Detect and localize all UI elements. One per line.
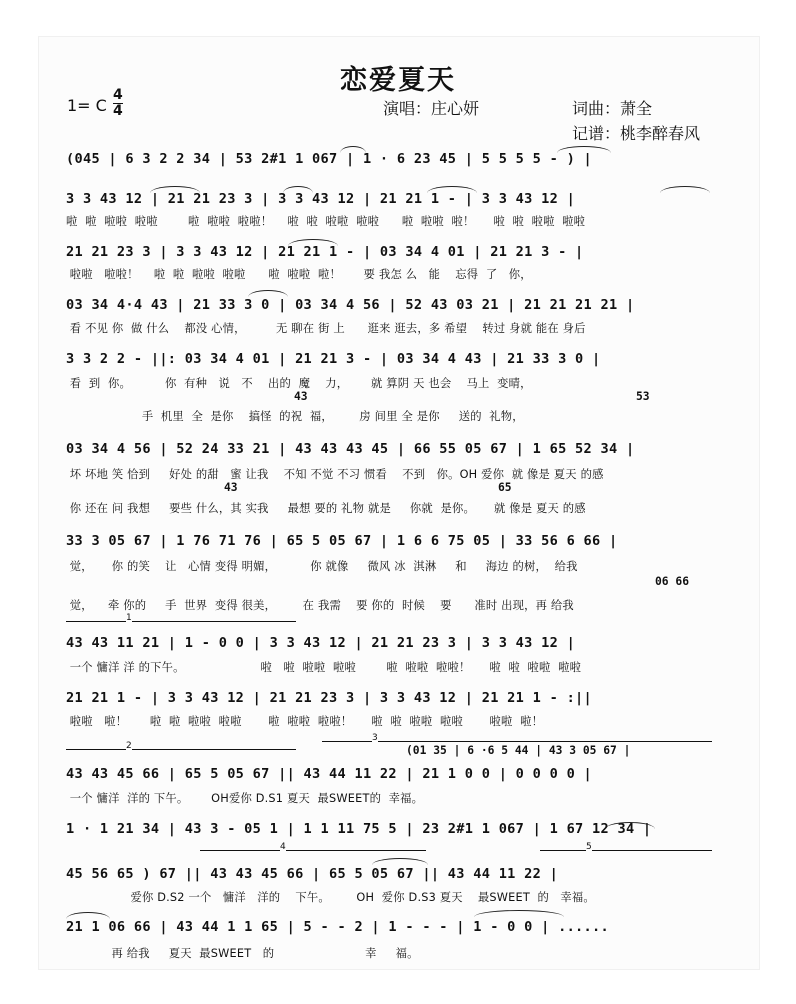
volta-bracket-5 xyxy=(540,842,712,852)
lyric-line-2: 啦啦 啦啦！ 啦 啦 啦啦 啦啦 啦 啦啦 啦！ 要 我怎 么 能 忘得 了 你， xyxy=(66,268,532,281)
lyric-line-8: 觉， 你 的笑 让 心情 变得 明媚， 你 就像 微风 冰 淇淋 和 海边 的树， 给我 xyxy=(66,560,578,573)
slur xyxy=(150,186,200,193)
volta-number-2: 2 xyxy=(126,741,132,751)
slur xyxy=(340,146,366,153)
time-top: 4 xyxy=(113,87,123,103)
key-signature: 1= C xyxy=(67,96,107,115)
volta-number-5: 5 xyxy=(586,842,592,852)
lyric-line-12: 一个 慵洋 洋的 下午。 OH爱你 D.S1 夏天 最SWEET的 幸福。 xyxy=(66,792,424,805)
alt-notation-intro: (01 35 | 6 ·6 5 44 | 43 3 05 67 | xyxy=(406,744,631,757)
slur xyxy=(248,290,288,297)
notation-line-5: 3 3 2 2 - ||: 03 34 4 01 | 21 21 3 - | 03 34 4 43 | 21 33 3 0 | xyxy=(66,351,601,367)
lyric-line-14: 再 给我 夏天 最SWEET 的 幸 福。 xyxy=(66,947,419,960)
volta-number-4: 4 xyxy=(280,842,286,852)
lyric-line-4: 看 到 你。 你 有种 说 不 出的 魔 力， 就 算阴 天 也会 马上 变晴， xyxy=(66,377,532,390)
slur xyxy=(427,186,477,193)
slur xyxy=(660,186,710,193)
slur xyxy=(474,910,564,917)
notation-line-13: 21 1 06 66 | 43 44 1 1 65 | 5 - - 2 | 1 - - - | 1 - 0 0 | ...... xyxy=(66,919,609,935)
transcriber-credit: 记谱：桃李醉春风 xyxy=(572,124,701,143)
slur xyxy=(557,146,611,153)
lyric-line-13: 爱你 D.S2 一个 慵洋 洋的 下午。 OH 爱你 D.S3 夏天 最SWEET 的 幸福。 xyxy=(66,891,595,904)
lyric-line-10: 一个 慵洋 洋 的下午。 啦 啦 啦啦 啦啦 啦 啦啦 啦啦！ 啦 啦 啦啦 啦啦 xyxy=(66,661,582,674)
notation-line-11: 1 · 1 21 34 | 43 3 - 05 1 | 1 1 11 75 5 | 23 2#1 1 067 | 1 67 12 34 | xyxy=(66,821,652,837)
volta-bracket-1 xyxy=(66,613,296,623)
lyric-line-11: 啦啦 啦！ 啦 啦 啦啦 啦啦 啦 啦啦 啦啦！ 啦 啦 啦啦 啦啦 啦啦 啦！ xyxy=(66,715,544,728)
slur xyxy=(66,912,110,919)
alt-notation-43-a: 43 xyxy=(294,390,308,403)
notation-line-6: 03 34 4 56 | 52 24 33 21 | 43 43 43 45 | 66 55 05 67 | 1 65 52 34 | xyxy=(66,441,635,457)
slur xyxy=(283,186,313,193)
lyric-line-1: 啦 啦 啦啦 啦啦 啦 啦啦 啦啦！ 啦 啦 啦啦 啦啦 啦 啦啦 啦！ 啦 啦 啦啦 啦啦 xyxy=(66,215,586,228)
volta-bracket-3 xyxy=(322,733,712,743)
volta-bracket-4 xyxy=(200,842,426,852)
slur xyxy=(372,858,428,865)
lyric-line-6: 坏 坏地 笑 恰到 好处 的甜 蜜 让我 不知 不觉 不习 惯看 不到 你。OH 爱你 就 像是 夏天 的感 xyxy=(66,468,604,481)
writer-credit: 词曲：萧全 xyxy=(572,99,653,118)
notation-line-3: 21 21 23 3 | 3 3 43 12 | 21 21 1 - | 03 34 4 01 | 21 21 3 - | xyxy=(66,244,584,260)
notation-line-7: 33 3 05 67 | 1 76 71 76 | 65 5 05 67 | 1 6 6 75 05 | 33 56 6 66 | xyxy=(66,533,618,549)
song-title: 恋爱夏天 xyxy=(340,65,456,96)
volta-bracket-2 xyxy=(66,741,296,751)
alt-notation-53: 53 xyxy=(636,390,650,403)
time-bottom: 4 xyxy=(113,103,123,119)
alt-notation-0666: 06 66 xyxy=(655,575,690,588)
slur xyxy=(288,239,338,246)
notation-line-9: 21 21 1 - | 3 3 43 12 | 21 21 23 3 | 3 3 43 12 | 21 21 1 - :|| xyxy=(66,690,593,706)
notation-line-1: (045 | 6 3 2 2 34 | 53 2#1 1 067 | 1 · 6 23 45 | 5 5 5 5 - ) | xyxy=(66,151,593,167)
lyric-line-5: 手 机里 全 是你 搞怪 的祝 福， 房 间里 全 是你 送的 礼物， xyxy=(66,410,524,423)
volta-number-1: 1 xyxy=(126,613,132,623)
notation-line-10: 43 43 45 66 | 65 5 05 67 || 43 44 11 22 | 21 1 0 0 | 0 0 0 0 | xyxy=(66,766,593,782)
notation-line-2: 3 3 43 12 | 21 21 23 3 | 3 3 43 12 | 21 21 1 - | 3 3 43 12 | xyxy=(66,191,576,207)
lyric-line-3: 看 不见 你 做 什么 都没 心情， 无 聊在 街 上 逛来 逛去，多 希望 转过 身就 能在 身后 xyxy=(66,322,586,335)
time-signature xyxy=(113,89,123,118)
volta-number-3: 3 xyxy=(372,733,378,743)
slur xyxy=(605,822,655,829)
alt-notation-65: 65 xyxy=(498,481,512,494)
singer-credit: 演唱：庄心妍 xyxy=(383,99,480,118)
lyric-line-7: 你 还在 问 我想 要些 什么，其 实我 最想 要的 礼物 就是 你就 是你。 就 像是 夏天 的感 xyxy=(66,502,586,515)
lyric-line-9: 觉， 牵 你的 手 世界 变得 很美， 在 我需 要 你的 时候 要 准时 出现，再 给我 xyxy=(66,599,574,612)
notation-line-12: 45 56 65 ) 67 || 43 43 45 66 | 65 5 05 67 || 43 44 11 22 | xyxy=(66,866,559,882)
alt-notation-43-b: 43 xyxy=(224,481,238,494)
notation-line-8: 43 43 11 21 | 1 - 0 0 | 3 3 43 12 | 21 21 23 3 | 3 3 43 12 | xyxy=(66,635,576,651)
notation-line-4: 03 34 4·4 43 | 21 33 3 0 | 03 34 4 56 | 52 43 03 21 | 21 21 21 21 | xyxy=(66,297,635,313)
